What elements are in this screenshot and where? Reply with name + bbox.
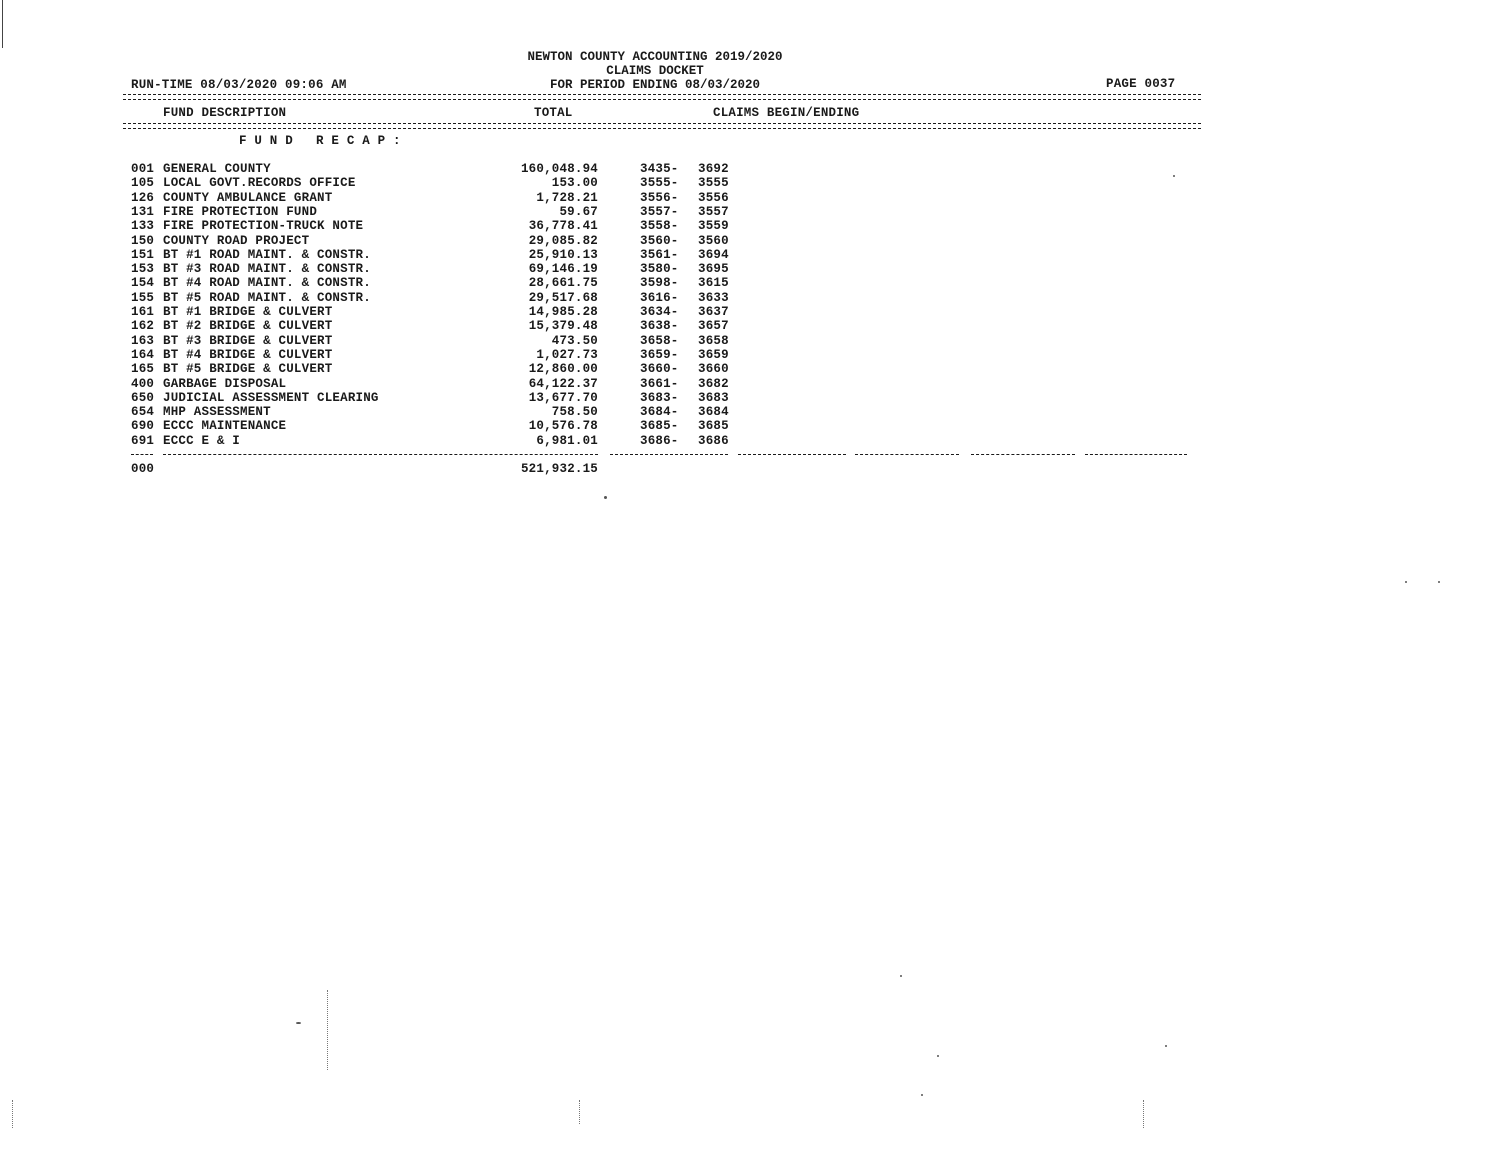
- scan-speck: [921, 1094, 923, 1096]
- separator-col-5: [855, 454, 959, 455]
- table-row: [0, 319, 1500, 333]
- run-time: RUN-TIME 08/03/2020 09:06 AM: [131, 78, 347, 92]
- table-row: [0, 291, 1500, 305]
- scan-speck: [937, 1055, 939, 1057]
- fund-code: 162: [131, 319, 155, 334]
- separator-col-7: [1085, 454, 1187, 455]
- claims-end: 3657: [698, 319, 729, 334]
- claims-end: 3556: [698, 190, 729, 205]
- claims-end: 3559: [698, 219, 729, 234]
- fund-description: ECCC E & I: [163, 433, 241, 448]
- claims-end: 3555: [698, 176, 729, 191]
- fund-total: 14,985.28: [528, 305, 598, 319]
- fund-description: BT #5 BRIDGE & CULVERT: [163, 362, 333, 377]
- fund-total: 59.67: [559, 204, 598, 219]
- fund-description: GENERAL COUNTY: [163, 162, 271, 176]
- fund-description: BT #3 ROAD MAINT. & CONSTR.: [163, 262, 371, 277]
- fund-description: COUNTY AMBULANCE GRANT: [163, 190, 333, 205]
- section-title: F U N D R E C A P :: [239, 134, 401, 148]
- fund-total: 160,048.94: [520, 162, 598, 176]
- fund-code: 150: [131, 233, 155, 248]
- scan-edge-mark: [2, 0, 4, 48]
- fund-description: FIRE PROTECTION-TRUCK NOTE: [163, 219, 364, 234]
- fund-code: 163: [131, 333, 155, 348]
- claims-begin: 3638-: [640, 319, 679, 334]
- claims-begin: 3686-: [640, 433, 679, 448]
- claims-begin: 3634-: [640, 305, 679, 319]
- table-row: [0, 362, 1500, 376]
- fund-description: GARBAGE DISPOSAL: [163, 376, 287, 391]
- claims-begin: 3558-: [640, 219, 679, 234]
- separator-description: [163, 454, 598, 455]
- column-header-total: TOTAL: [534, 106, 573, 120]
- claims-end: 3633: [698, 290, 729, 305]
- table-row: [0, 405, 1500, 419]
- claims-end: 3695: [698, 262, 729, 277]
- fund-description: BT #4 BRIDGE & CULVERT: [163, 347, 333, 362]
- table-row: [0, 176, 1500, 190]
- scan-artifact-line: [327, 990, 329, 1070]
- fund-total: 153.00: [551, 176, 598, 191]
- claims-begin: 3658-: [640, 333, 679, 348]
- scan-speck: [1165, 1045, 1167, 1047]
- fund-code: 654: [131, 405, 155, 420]
- claims-end: 3694: [698, 247, 729, 262]
- table-row: [0, 162, 1500, 176]
- claims-begin: 3659-: [640, 347, 679, 362]
- claims-begin: 3683-: [640, 390, 679, 405]
- table-row: [0, 248, 1500, 262]
- fund-description: BT #5 ROAD MAINT. & CONSTR.: [163, 290, 371, 305]
- report-period: FOR PERIOD ENDING 08/03/2020: [549, 78, 761, 92]
- page-number: PAGE 0037: [1106, 77, 1176, 91]
- claims-end: 3658: [698, 333, 729, 348]
- fund-description: FIRE PROTECTION FUND: [163, 204, 318, 219]
- claims-end: 3686: [698, 433, 729, 448]
- fund-total: 28,661.75: [528, 276, 598, 291]
- fund-description: ECCC MAINTENANCE: [163, 419, 287, 434]
- fund-total: 1,027.73: [536, 347, 598, 362]
- fund-total: 6,981.01: [536, 433, 598, 448]
- fund-code: 105: [131, 176, 155, 191]
- fund-total: 473.50: [551, 333, 598, 348]
- fund-code: 161: [131, 305, 155, 319]
- table-row: [0, 348, 1500, 362]
- fund-total: 36,778.41: [528, 219, 598, 234]
- table-row: [0, 234, 1500, 248]
- fund-code: 001: [131, 162, 155, 176]
- table-row: [0, 434, 1500, 448]
- claims-begin: 3684-: [640, 405, 679, 420]
- fund-total: 29,085.82: [528, 233, 598, 248]
- fund-code: 153: [131, 262, 155, 277]
- claims-begin: 3556-: [640, 190, 679, 205]
- claims-end: 3560: [698, 233, 729, 248]
- fund-total: 10,576.78: [528, 419, 598, 434]
- claims-end: 3683: [698, 390, 729, 405]
- table-row: [0, 419, 1500, 433]
- table-row: [0, 276, 1500, 290]
- column-header-claims: CLAIMS BEGIN/ENDING: [713, 106, 860, 120]
- fund-total: 25,910.13: [528, 247, 598, 262]
- column-header-fund-description: FUND DESCRIPTION: [163, 106, 287, 120]
- claims-begin: 3555-: [640, 176, 679, 191]
- scan-artifact-line: [579, 1100, 581, 1124]
- separator-col-4: [738, 454, 846, 455]
- table-row: [0, 205, 1500, 219]
- fund-code: 133: [131, 219, 155, 234]
- scan-artifact-line: [1143, 1100, 1145, 1128]
- fund-total: 1,728.21: [536, 190, 598, 205]
- table-row: [0, 377, 1500, 391]
- fund-code: 155: [131, 290, 155, 305]
- fund-description: BT #2 BRIDGE & CULVERT: [163, 319, 333, 334]
- fund-code: 126: [131, 190, 155, 205]
- fund-total: 15,379.48: [528, 319, 598, 334]
- fund-description: COUNTY ROAD PROJECT: [163, 233, 310, 248]
- table-row: [0, 391, 1500, 405]
- scan-speck: [1405, 581, 1407, 583]
- scan-speck: [296, 1022, 301, 1024]
- claims-begin: 3435-: [640, 162, 679, 176]
- table-row: [0, 262, 1500, 276]
- fund-code: 154: [131, 276, 155, 291]
- fund-total: 13,677.70: [528, 390, 598, 405]
- grand-total-amount: 521,932.15: [520, 462, 598, 476]
- claims-end: 3660: [698, 362, 729, 377]
- fund-description: BT #4 ROAD MAINT. & CONSTR.: [163, 276, 371, 291]
- claims-begin: 3561-: [640, 247, 679, 262]
- fund-code: 131: [131, 204, 155, 219]
- report-subtitle: CLAIMS DOCKET: [606, 64, 704, 78]
- claims-end: 3659: [698, 347, 729, 362]
- claims-begin: 3661-: [640, 376, 679, 391]
- fund-description: MHP ASSESSMENT: [163, 405, 271, 420]
- fund-code: 650: [131, 390, 155, 405]
- table-row: [0, 305, 1500, 319]
- claims-end: 3685: [698, 419, 729, 434]
- fund-description: LOCAL GOVT.RECORDS OFFICE: [163, 176, 356, 191]
- fund-description: JUDICIAL ASSESSMENT CLEARING: [163, 390, 379, 405]
- grand-total-code: 000: [131, 462, 155, 476]
- fund-total: 69,146.19: [528, 262, 598, 277]
- fund-total: 64,122.37: [528, 376, 598, 391]
- fund-description: BT #1 BRIDGE & CULVERT: [163, 305, 333, 319]
- header-rule-top: [123, 94, 1201, 100]
- scan-speck: [604, 496, 607, 499]
- scan-speck: [1173, 175, 1175, 177]
- fund-total: 758.50: [551, 405, 598, 420]
- separator-col-3: [610, 454, 728, 455]
- fund-total: 29,517.68: [528, 290, 598, 305]
- claims-begin: 3685-: [640, 419, 679, 434]
- fund-code: 165: [131, 362, 155, 377]
- scan-speck: [1438, 581, 1440, 583]
- report-title: NEWTON COUNTY ACCOUNTING 2019/2020: [527, 50, 783, 64]
- claims-begin: 3660-: [640, 362, 679, 377]
- fund-code: 691: [131, 433, 155, 448]
- claims-begin: 3616-: [640, 290, 679, 305]
- fund-code: 400: [131, 376, 155, 391]
- claims-begin: 3580-: [640, 262, 679, 277]
- fund-code: 151: [131, 247, 155, 262]
- claims-begin: 3598-: [640, 276, 679, 291]
- fund-code: 690: [131, 419, 155, 434]
- fund-total: 12,860.00: [528, 362, 598, 377]
- claims-begin: 3560-: [640, 233, 679, 248]
- claims-end: 3557: [698, 204, 729, 219]
- separator-code: [131, 454, 153, 455]
- scan-artifact-line: [12, 1100, 14, 1128]
- header-rule-bottom: [123, 123, 1201, 129]
- fund-code: 164: [131, 347, 155, 362]
- table-row: [0, 334, 1500, 348]
- claims-begin: 3557-: [640, 204, 679, 219]
- table-row: [0, 191, 1500, 205]
- table-row: [0, 219, 1500, 233]
- separator-col-6: [971, 454, 1075, 455]
- claims-end: 3615: [698, 276, 729, 291]
- claims-end: 3637: [698, 305, 729, 319]
- scan-speck: [900, 975, 902, 977]
- fund-description: BT #3 BRIDGE & CULVERT: [163, 333, 333, 348]
- claims-end: 3692: [698, 162, 729, 176]
- claims-end: 3684: [698, 405, 729, 420]
- fund-description: BT #1 ROAD MAINT. & CONSTR.: [163, 247, 371, 262]
- claims-end: 3682: [698, 376, 729, 391]
